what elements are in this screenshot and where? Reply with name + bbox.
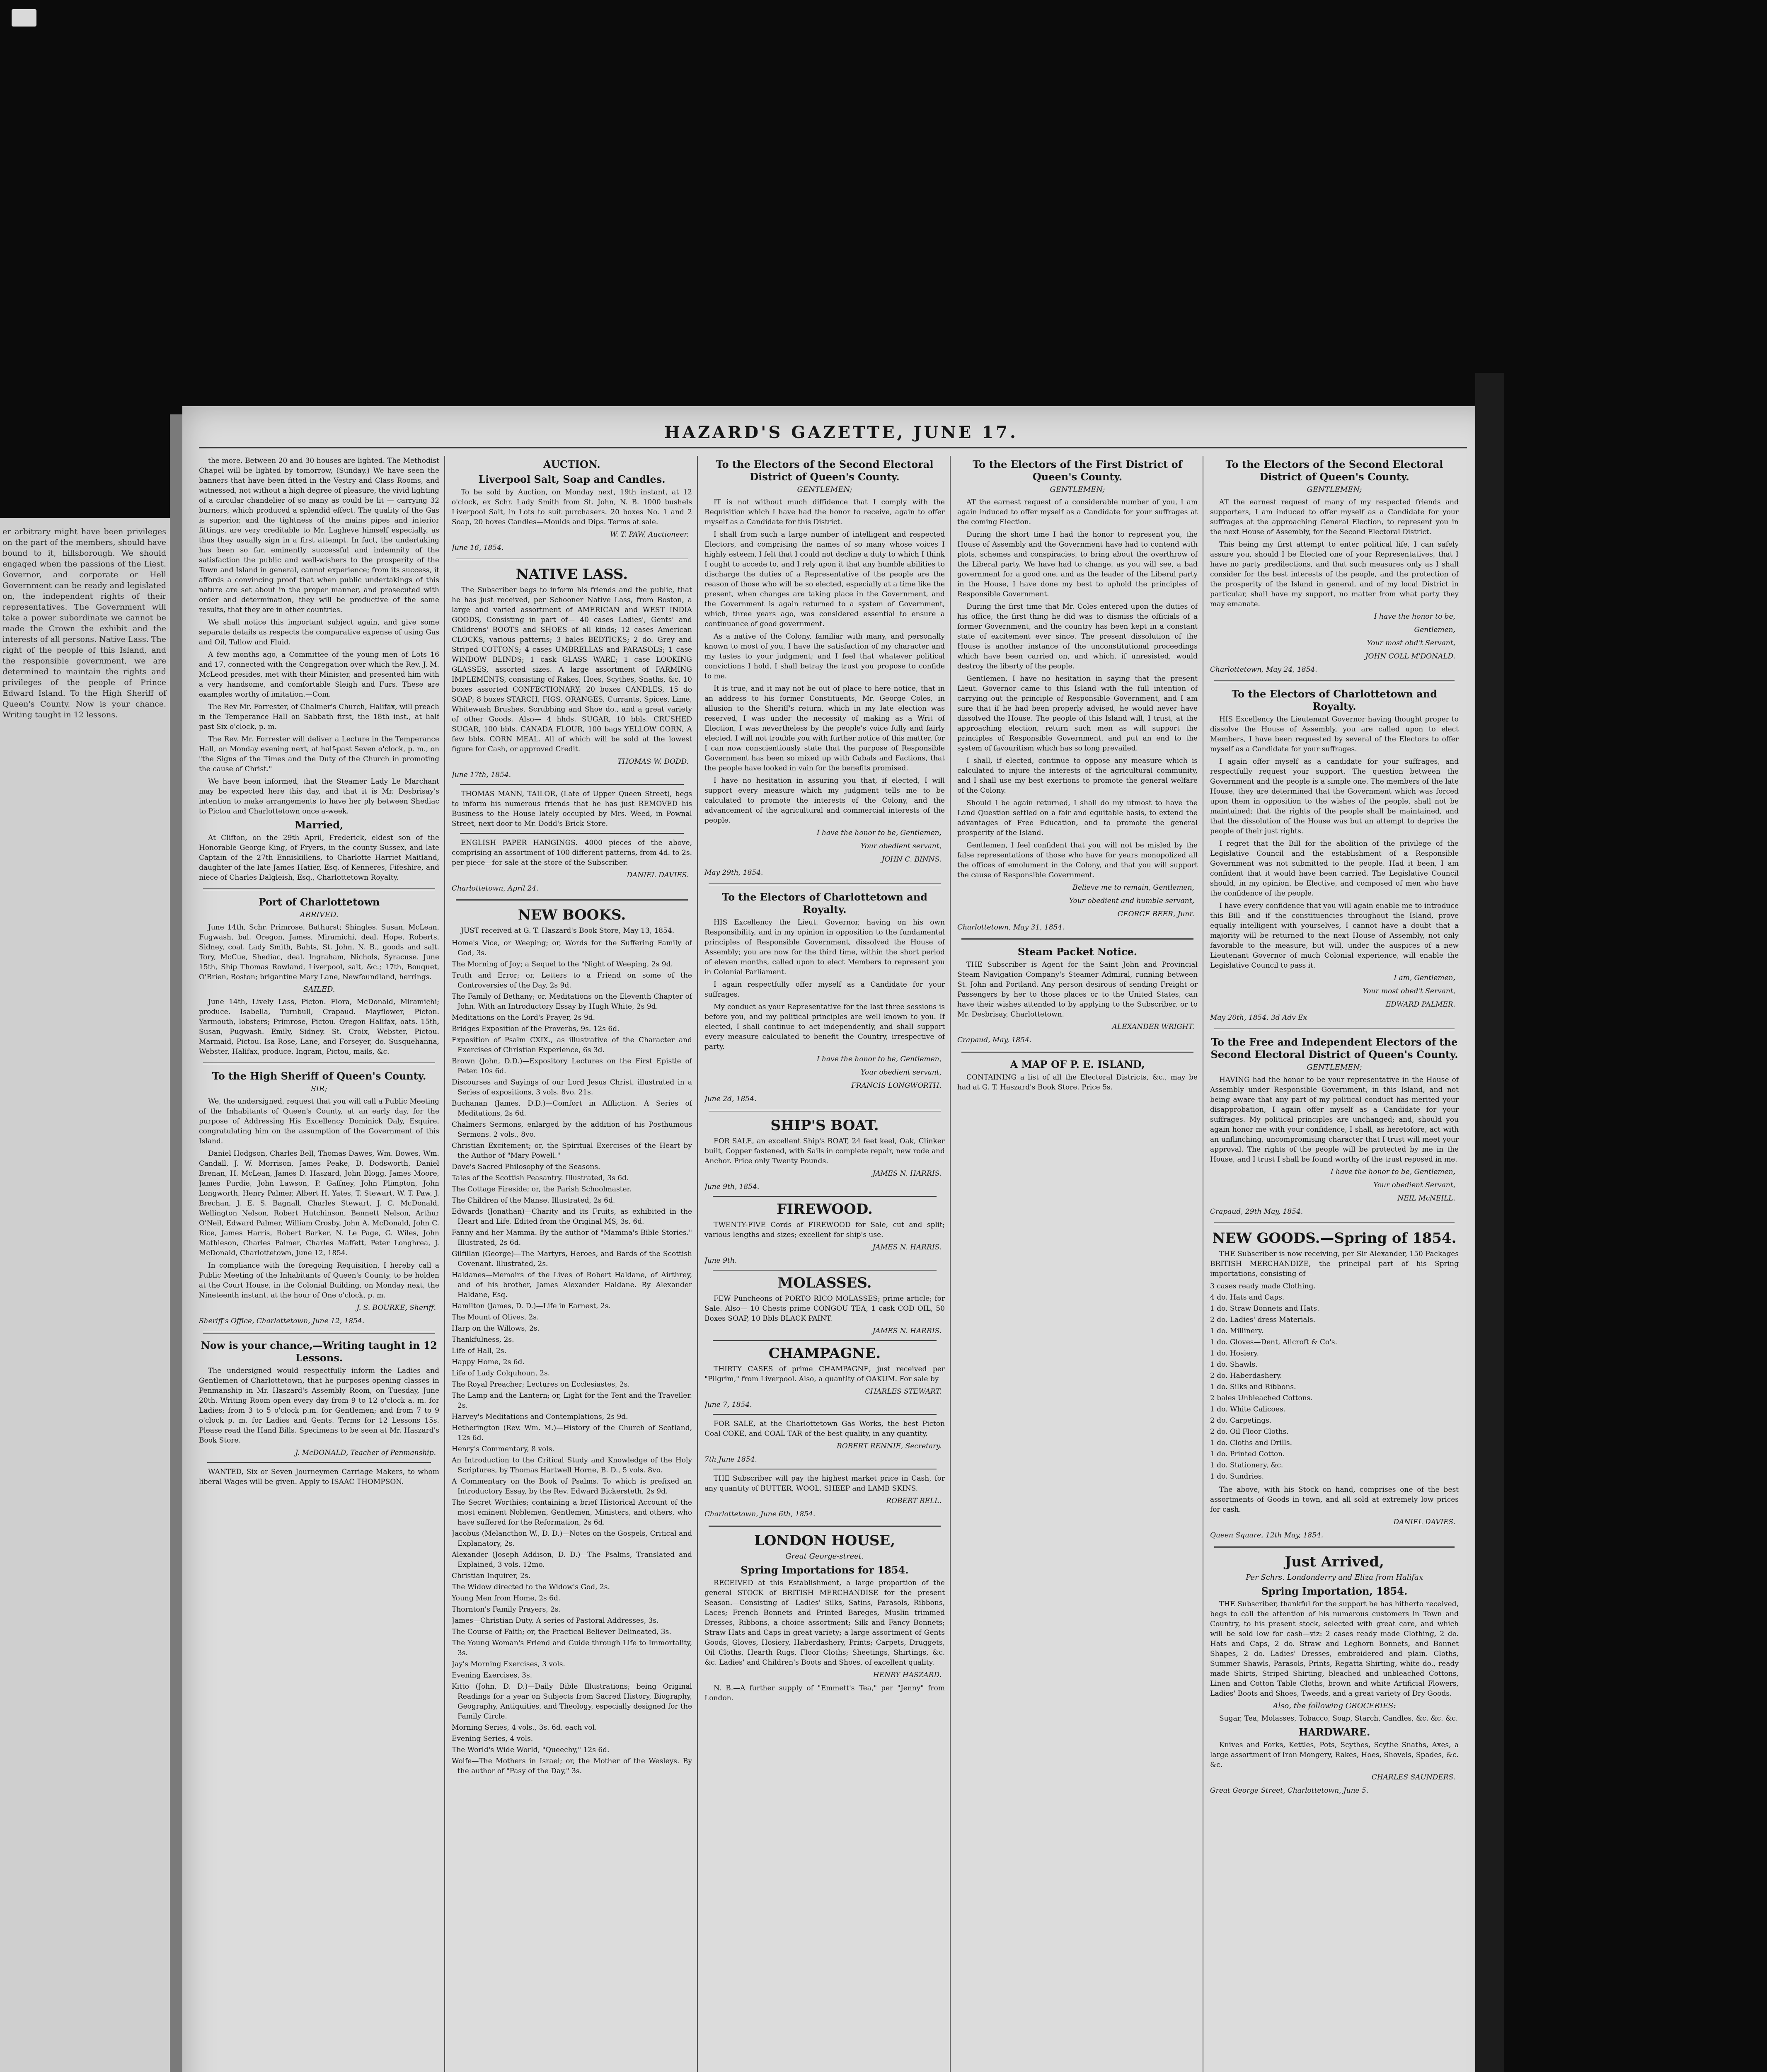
native-lass-heading: NATIVE LASS. xyxy=(516,566,628,583)
mcdonald-paragraph: AT the earnest request of many of my respected friends and supporters, I am induced to offer myself as a Candidate for your suffrages at the approaching General Election, to represent you in the next House of Assembly, for the Second Electoral District. xyxy=(1210,498,1459,536)
goods-list-item: 2 do. Ladies' dress Materials. xyxy=(1210,1316,1316,1324)
beer-paragraph: Gentlemen, I have no hesitation in saying that the present Lieut. Governor came to this Island with the full intention of carrying out the principle of Responsible Government, and I am sure that if he had been properly advised, he would never have dissolved the House. The people of this Island will, I trust, at the approaching election, return such men as will support the principles of Responsible Government, and put an end to the system of favouritism which has so long prevailed. xyxy=(957,675,1198,753)
liverpool-date: June 16, 1854. xyxy=(452,544,504,552)
binns-paragraph: It is true, and it may not be out of place to here notice, that in an address to his former Constituents, Mr. George Coles, in allusion to the Sheriff's return, which in my late election was reserved, I was under the necessity of making as a Writ of Election, I was nevertheless by the people's voice fully and fairly elected. I will not trouble you with further notice of this matter, for I can now conscientiously state that the purpose of Responsible Government has been so mixed up with Cabals and Factions, that the people have looked in vain for the benefits promised. xyxy=(704,685,945,772)
page-gutter xyxy=(170,414,182,2072)
molasses-notice: FEW Puncheons of PORTO RICO MOLASSES; prime article; for Sale. Also— 10 Chests prime CONGOU TEA, 1 cask COD OIL, 50 Boxes SOAP, 10 Bbls BLACK PAINT. xyxy=(704,1295,945,1323)
tailor-notice: THOMAS MANN, TAILOR, (Late of Upper Queen Street), begs to inform his numerous friends that he has just REMOVED his Business to the House lately occupied by Mrs. Weed, in Pownal Street, next door to Mr. Dodd's Brick Store. xyxy=(452,790,692,828)
beer-paragraph: During the first time that Mr. Coles entered upon the duties of his office, the first thing he did was to dismiss the officials of a former Government, and the country has been kept in a constant state of excitement ever since. The present dissolution of the House is another instance of the unconstitutional proceedings which have been carried on, and which, if unresisted, would destroy the liberty of the people. xyxy=(957,603,1198,670)
book-list-item: Tales of the Scottish Peasantry. Illustrated, 3s 6d. xyxy=(452,1174,629,1182)
writing-signature: J. McDONALD, Teacher of Penmanship. xyxy=(295,1449,436,1457)
longworth-paragraph: My conduct as your Representative for the last three sessions is before you, and my political principles are well known to you. If elected, I shall continue to act independently, and shall support every measure calculated to benefit the Country, irrespective of party. xyxy=(704,1003,945,1051)
palmer-paragraph: I regret that the Bill for the abolition of the privilege of the Legislative Council and the establishment of a Responsible Government was not submitted to the people. Had it been, I am confident that it would have been carried. The Legislative Council should, in my opinion, be Elective, and composed of men who have the confidence of the people. xyxy=(1210,840,1459,898)
divider xyxy=(207,1462,431,1463)
book-list-item: Happy Home, 2s 6d. xyxy=(452,1358,525,1366)
book-list-item: The Course of Faith; or, the Practical Believer Delineated, 3s. xyxy=(452,1628,671,1636)
goods-list-item: 1 do. Millinery. xyxy=(1210,1327,1264,1335)
groceries-heading: Also, the following GROCERIES: xyxy=(1273,1702,1396,1710)
goods-list-item: 1 do. Shawls. xyxy=(1210,1360,1258,1369)
groceries-list: Sugar, Tea, Molasses, Tobacco, Soap, Starch, Candles, &c. &c. &c. xyxy=(1219,1714,1458,1723)
goods-list-item: 1 do. Straw Bonnets and Hats. xyxy=(1210,1305,1319,1313)
goods-list-item: 2 do. Carpetings. xyxy=(1210,1416,1272,1425)
book-list xyxy=(452,938,692,1776)
liverpool-notice: To be sold by Auction, on Monday next, 19th instant, at 12 o'clock, ex Schr. Lady Smith from St. John, N. B. 1000 bushels Liverpool Salt, in Lots to suit purchasers. 20 boxes No. 1 and 2 Soap, 20 boxes Candles—Moulds and Dips. Terms at sale. xyxy=(452,488,692,526)
arrived-label: ARRIVED. xyxy=(300,910,339,919)
beer-closing: Your obedient and humble servant, xyxy=(1069,897,1194,905)
first-district-heading: To the Electors of the First District of Queen's County. xyxy=(973,458,1182,483)
coke-notice: FOR SALE, at the Charlottetown Gas Works, the best Picton Coal COKE, and COAL TAR of the best quality, in any quantity. xyxy=(704,1420,945,1438)
book-list-item: The Cottage Fireside; or, the Parish Schoolmaster. xyxy=(452,1185,632,1193)
column-rule xyxy=(444,456,445,2072)
mcdonald-closing: Gentlemen, xyxy=(1414,626,1455,634)
mcdonald-signature: JOHN COLL M'DONALD. xyxy=(1365,652,1455,661)
steamer-notice: We have been informed, that the Steamer Lady Le Marchant may be expected here this day, and that it is Mr. Desbrisay's intention to make arrangements to have her ply between Shediac to Pictou and Charlottetown once a-week. xyxy=(199,777,439,816)
champagne-heading: CHAMPAGNE. xyxy=(768,1345,881,1362)
divider xyxy=(709,1110,941,1111)
salutation: GENTLEMEN; xyxy=(797,485,852,494)
paper-hangings-date: Charlottetown, April 24. xyxy=(452,884,539,893)
wanted-notice: WANTED, Six or Seven Journeymen Carriage Makers, to whom liberal Wages will be given. Apply to ISAAC THOMPSON. xyxy=(199,1468,439,1486)
new-books-heading: NEW BOOKS. xyxy=(518,907,626,923)
palmer-signature: EDWARD PALMER. xyxy=(1385,1000,1455,1009)
mcdonald-paragraph: This being my first attempt to enter political life, I can safely assure you, should I be Elected one of your Representatives, that I have no party predilections, and that such measures only as I shall consider for the best interests of the people, and the protection of the prosperity of the Island in general, and of my local District in particular, shall have my support, no matter from what party they may emanate. xyxy=(1210,540,1459,608)
column-4 xyxy=(957,456,1198,2072)
book-list-item: Hamilton (James, D. D.)—Life in Earnest, 2s. xyxy=(452,1302,611,1310)
column-rule xyxy=(950,456,951,2072)
book-list-item: Thankfulness, 2s. xyxy=(452,1336,514,1344)
beer-paragraph: During the short time I had the honor to represent you, the House of Assembly and the Government have had to contend with plots, schemes and conspiracies, to bring about the overthrow of the Liberal party. We have had to change, as you will see, a bad government for a good one, and as the leader of the Liberal party in the House, I have done my best to uphold the principles of Responsible Government. xyxy=(957,530,1198,598)
binns-date: May 29th, 1854. xyxy=(704,869,763,877)
newspaper-page xyxy=(182,406,1500,2072)
mcneill-paragraph: HAVING had the honor to be your representative in the House of Assembly under Responsible Government, in this Island, and not being aware that any part of my political conduct has merited your disapprobation, I again offer myself as a Candidate for your suffrages. My political principles are unchanged; and, should you again honor me with your confidence, I shall, as heretofore, act with an unflinching, uncompromising character that I trust will meet your approval. The rights of the people will be protected by me in the House, and I trust I shall be found worthy of the trust reposed in me. xyxy=(1210,1076,1459,1164)
goods-list-item: 1 do. Cloths and Drills. xyxy=(1210,1439,1292,1447)
goods-list-item: 2 bales Unbleached Cottons. xyxy=(1210,1394,1313,1402)
divider xyxy=(713,1340,937,1341)
gas-article: the more. Between 20 and 30 houses are lighted. The Methodist Chapel will be lighted by tomorrow, (Sunday.) We have seen the banners that have been fitted in the Vestry and Class Rooms, and witnessed, not without a high degree of pleasure, the vivid lighting of a circular chandelier of so many as could be lit — carrying 32 burners, which produced a splendid effect. The quality of the Gas is superior, and the tightness of the mains pipes and interior fittings, are very creditable to Mr. Lagheve himself especially, as thus they usually sign in a first attempt. In fact, the undertaking has been so far, eminently successful and indemnity of the satisfaction the public and well-wishers to the prosperity of the Town and Island in general, cannot experience; from its success, it affords a convincing proof that when public undertakings of this nature are set about in the proper manner, and prosecuted with order and determination, they will be productive of the same results, that they are in other countries. xyxy=(199,457,439,614)
column-3 xyxy=(704,456,945,2072)
spring-importation-heading: Spring Importation, 1854. xyxy=(1261,1585,1408,1597)
adjacent-page-sliver xyxy=(0,518,170,2072)
goods-list-item: 1 do. Hosiery. xyxy=(1210,1349,1259,1358)
book-list-item: Truth and Error; or, Letters to a Friend on some of the Controversies of the Day, 2s 9d. xyxy=(452,971,692,990)
mcdonald-date: Charlottetown, May 24, 1854. xyxy=(1210,666,1317,674)
arrived-list: June 14th, Schr. Primrose, Bathurst; Shingles. Susan, McLean, Fugwash, bal. Oregon, James, Miramichi, deal. Hope, Roberts, Sidney, coal. Lady Smith, Bahts, St. John, N. B., goods and salt. Tory, McCue, Shediac, deal. Ingraham, Nichols, Syracuse. June 15th, Ship Thomas Rowland, Liverpool, salt, &c.; 17th, Bouquet, O'Brien, Boston; brigantine Mary Lane, Newfoundland, herrings. xyxy=(199,923,439,981)
binns-closing: Your obedient servant, xyxy=(860,842,942,850)
divider xyxy=(203,1332,435,1334)
longworth-signature: FRANCIS LONGWORTH. xyxy=(851,1082,942,1090)
beer-paragraph: I shall, if elected, continue to oppose any measure which is calculated to injure the interests of the agricultural community, and I shall use my best exertions to promote the general welfare of the Colony. xyxy=(957,757,1198,795)
beer-closing: Believe me to remain, Gentlemen, xyxy=(1072,884,1194,892)
divider xyxy=(460,833,684,834)
spring-importation-notice: THE Subscriber, thankful for the support he has hitherto received, begs to call the attention of his numerous customers in Town and Country, to his present stock, selected with great care, and which will be sold low for cash—viz: 2 cases ready made Clothing, 2 do. Hats and Caps, 2 do. Straw and Leghorn Bonnets, and Bonnet Shapes, 2 do. Ladies' Dresses, embroidered and plain. Cloths, Summer Shawls, Parasols, Prints, Regatta Shirting, white do., ready made Shirts, Striped Shirting, bleached and unbleached Cottons, Linen and Cotton Table Cloths, brown and white Artificial Flowers, Ladies' Boots and Shoes, Tweeds, and a great variety of Dry Goods. xyxy=(1210,1600,1459,1698)
ships-boat-signature: JAMES N. HARRIS. xyxy=(872,1169,942,1178)
column-2 xyxy=(452,456,692,2072)
new-goods-signature: DANIEL DAVIES. xyxy=(1393,1518,1455,1526)
page-right-edge xyxy=(1475,373,1504,2072)
butter-notice: THE Subscriber will pay the highest market price in Cash, for any quantity of BUTTER, WOOL, SHEEP and LAMB SKINS. xyxy=(704,1474,945,1493)
book-list-item: The Mount of Olives, 2s. xyxy=(452,1313,539,1322)
mcdonald-closing: Your most obd't Servant, xyxy=(1367,639,1455,647)
page-masthead: HAZARD'S GAZETTE, JUNE 17. xyxy=(664,423,1018,442)
book-list-item: Buchanan (James, D.D.)—Comfort in Affliction. A Series of Meditations, 2s 6d. xyxy=(452,1099,692,1118)
book-list-item: Jacobus (Melancthon W., D. D.)—Notes on the Gospels, Critical and Explanatory, 2s. xyxy=(452,1530,692,1548)
book-list-item: A Commentary on the Book of Psalms. To which is prefixed an Introductory Essay, by the Rev. Edward Bickersteth, 2s 9d. xyxy=(452,1477,692,1496)
book-list-item: Thornton's Family Prayers, 2s. xyxy=(452,1605,561,1614)
sheriff-call: In compliance with the foregoing Requisition, I hereby call a Public Meeting of the Inhabitants of Queen's County, to be holden at the Court House, in the Colonial Building, on Monday next, the Nineteenth instant, at the hour of One o'clock, p. m. xyxy=(199,1261,439,1300)
book-list-item: Home's Vice, or Weeping; or, Words for the Suffering Family of God, 3s. xyxy=(452,939,692,957)
sailed-label: SAILED. xyxy=(303,985,335,994)
steam-packet-notice: THE Subscriber is Agent for the Saint John and Provincial Steam Navigation Company's Steamer Admiral, running between St. John and Portland. Any person desirous of sending Freight or Passengers by her to those places or to the United States, can have their wishes attended to by applying to the Subscriber, or to Mr. Desbrisay, Charlottetown. xyxy=(957,961,1198,1019)
writing-notice: The undersigned would respectfully inform the Ladies and Gentlemen of Charlottetown, that he purposes opening classes in Penmanship in Mr. Haszard's Assembly Room, on Tuesday, June 20th. Writing Room open every day from 9 to 12 o'clock a. m. for Ladies; from 3 to 5 o'clock p.m. for Gentlemen; and from 7 to 9 o'clock p. m. for Ladies and Gents. Terms for 12 Lessons 15s. Please read the Hand Bills. Specimens to be seen at Mr. Haszard's Book Store. xyxy=(199,1367,439,1445)
goods-list-item: 1 do. Stationery, &c. xyxy=(1210,1461,1283,1469)
palmer-paragraph: I have every confidence that you will again enable me to introduce this Bill—and if the constituencies throughout the Island, prove equally intelligent with yourselves, I cannot have a doubt that a majority will be returned to the next House of Assembly, not only favorable to the measure, but will, under the auspices of a new Lieutenant Governor of much Colonial experience, will enable the Legislative Council to pass it. xyxy=(1210,902,1459,970)
map-heading: A MAP OF P. E. ISLAND, xyxy=(1010,1058,1145,1070)
book-list-item: Evening Exercises, 3s. xyxy=(452,1671,533,1680)
ships-boat-date: June 9th, 1854. xyxy=(704,1183,760,1191)
paper-hangings-notice: ENGLISH PAPER HANGINGS.—4000 pieces of the above, comprising an assortment of 100 different patterns, from 4d. to 2s. per piece—for sale at the store of the Subscriber. xyxy=(452,839,692,867)
salutation: GENTLEMEN; xyxy=(1307,1063,1362,1072)
charlottetown-heading: To the Electors of Charlottetown and Royalty. xyxy=(722,891,927,915)
steam-packet-heading: Steam Packet Notice. xyxy=(1017,946,1138,958)
divider xyxy=(713,1270,937,1271)
sheriff-signatories: Daniel Hodgson, Charles Bell, Thomas Dawes, Wm. Bowes, Wm. Candall, J. W. Morrison, James Peake, D. Dodsworth, Daniel Brenan, H. McLean, James D. Haszard, John Blogg, James Moore, James Purdie, John Lawson, P. Gaffney, John Plimpton, John Longworth, Henry Palmer, Albert H. Yates, T. Stewart, W. T. Paw, J. Brechan, J. E. S. Bagnall, Charles Stewart, J. C. McDonald, Wellington Nelson, Robert Hutchinson, Bennett Nelson, Arthur O'Neil, Edward Palmer, William Crosby, John A. McDonald, John C. Rice, James Harris, Robert Barker, N. Le Page, G. Wiles, John Mathieson, Charles Palmer, Charles Maffett, Peter Longhrea, J. McDonald, Charlottetown, June 12, 1854. xyxy=(199,1150,439,1257)
goods-list-item: 4 do. Hats and Caps. xyxy=(1210,1293,1285,1302)
divider xyxy=(961,938,1193,940)
new-goods-intro: THE Subscriber is now receiving, per Sir Alexander, 150 Packages BRITISH MERCHANDIZE, the principal part of his Spring importations, consisting of— xyxy=(1210,1250,1459,1278)
divider xyxy=(460,784,684,785)
second-district-heading: To the Electors of the Second Electoral District of Queen's County. xyxy=(1225,458,1443,483)
sheriff-office-date: Sheriff's Office, Charlottetown, June 12, 1854. xyxy=(199,1317,365,1325)
forrester-sermon: The Rev Mr. Forrester, of Chalmer's Church, Halifax, will preach in the Temperance Hall on Sabbath first, the 18th inst., at half past Six o'clock, p. m. xyxy=(199,703,439,731)
new-books-intro: JUST received at G. T. Haszard's Book Store, May 13, 1854. xyxy=(461,927,675,935)
new-goods-text: The above, with his Stock on hand, comprises one of the best assortments of Goods in town, and all sold at extremely low prices for cash. xyxy=(1210,1486,1459,1514)
london-house-nb: N. B.—A further supply of "Emmett's Tea," per "Jenny" from London. xyxy=(704,1684,945,1702)
book-list-item: Kitto (John, D. D.)—Daily Bible Illustrations; being Original Readings for a year on Subjects from Sacred History, Biography, Geography, Antiquities, and Theology, especially designed for the Family Circle. xyxy=(452,1682,692,1721)
book-list-item: Exposition of Psalm CXIX., as illustrative of the Character and Exercises of Christian Experience, 6s 3d. xyxy=(452,1036,692,1054)
butter-date: Charlottetown, June 6th, 1854. xyxy=(704,1510,816,1518)
book-list-item: Life of Hall, 2s. xyxy=(452,1347,506,1355)
book-list-item: Discourses and Sayings of our Lord Jesus Christ, illustrated in a Series of expositions, 3 vols. 8vo. 21s. xyxy=(452,1078,692,1097)
sheriff-requisition: We, the undersigned, request that you will call a Public Meeting of the Inhabitants of Queen's County, at an early day, for the purpose of Addressing His Excellency Dominick Daly, Esquire, congratulating him on the assumption of the Government of this Island. xyxy=(199,1097,439,1145)
book-list-item: Young Men from Home, 2s 6d. xyxy=(452,1594,561,1602)
binns-paragraph: As a native of the Colony, familiar with many, and personally known to most of you, I have the satisfaction of my character and my tastes to your judgment; and I feel that whatever political convictions I hold, I shall betray the trust you propose to confide to me. xyxy=(704,632,945,680)
writing-heading: Now is your chance,—Writing taught in 12 Lessons. xyxy=(201,1339,438,1364)
book-list-item: Wolfe—The Mothers in Israel; or, the Mother of the Wesleys. By the author of "Pasy of the Day," 3s. xyxy=(452,1757,692,1775)
mcdonald-closing: I have the honor to be, xyxy=(1374,612,1455,621)
book-list-item: The Young Woman's Friend and Guide through Life to Immortality, 3s. xyxy=(452,1639,692,1657)
molasses-heading: MOLASSES. xyxy=(777,1275,872,1291)
book-list-item: Christian Excitement; or, the Spiritual Exercises of the Heart by the Author of "Mary Powell." xyxy=(452,1142,692,1160)
native-lass-date: June 17th, 1854. xyxy=(452,771,511,779)
ships-boat-heading: SHIP'S BOAT. xyxy=(770,1117,879,1134)
column-1 xyxy=(199,456,439,2072)
divider xyxy=(203,1063,435,1064)
hardware-address: Great George Street, Charlottetown, June 5. xyxy=(1210,1786,1369,1795)
steam-packet-date: Crapaud, May, 1854. xyxy=(957,1036,1032,1044)
divider xyxy=(1214,1029,1455,1030)
hardware-heading: HARDWARE. xyxy=(1298,1726,1370,1738)
sleigh-article: A few months ago, a Committee of the young men of Lots 16 and 17, connected with the Congregation over which the Rev. J. M. McLeod presides, met with their Minister, and presented him with a very handsome, and comfortable Sleigh and Furs. These are examples worthy of imitation.—Com. xyxy=(199,651,439,699)
divider xyxy=(961,1051,1193,1053)
coke-date: 7th June 1854. xyxy=(704,1455,757,1464)
book-list-item: Meditations on the Lord's Prayer, 2s 9d. xyxy=(452,1014,595,1022)
divider xyxy=(1214,1222,1455,1224)
book-list-item: Fanny and her Mamma. By the author of "Mamma's Bible Stories." Illustrated, 2s 6d. xyxy=(452,1229,692,1247)
ships-boat-notice: FOR SALE, an excellent Ship's BOAT, 24 feet keel, Oak, Clinker built, Copper fastened, with Sails in complete repair, new rode and Anchor. Price only Twenty Pounds. xyxy=(704,1137,945,1165)
book-list-item: Gilfillan (George)—The Martyrs, Heroes, and Bards of the Scottish Covenant. Illustrated, 2s. xyxy=(452,1250,692,1268)
goods-list-item: 3 cases ready made Clothing. xyxy=(1210,1282,1316,1290)
free-electors-heading: To the Free and Independent Electors of the Second Electoral District of Queen's County. xyxy=(1210,1036,1458,1060)
beer-paragraph: Gentlemen, I feel confident that you will not be misled by the false representations of those who have for years monopolized all the offices of emolument in the Colony, and that you will support the cause of Responsible Government. xyxy=(957,841,1198,879)
book-list-item: Bridges Exposition of the Proverbs, 9s. 12s 6d. xyxy=(452,1025,620,1033)
champagne-notice: THIRTY CASES of prime CHAMPAGNE, just received per "Pilgrim," from Liverpool. Also, a quantity of OAKUM. For sale by xyxy=(704,1365,945,1383)
book-list-item: The Secret Worthies; containing a brief Historical Account of the most eminent Noblemen, Gentlemen, Ministers, and others, who have suffered for the Reformation, 2s 6d. xyxy=(452,1498,692,1527)
coke-signature: ROBERT RENNIE, Secretary. xyxy=(836,1442,942,1450)
goods-list-item: 1 do. Printed Cotton. xyxy=(1210,1450,1285,1458)
gas-notice: We shall notice this important subject again, and give some separate details as respects the comparative expense of using Gas and Oil, Tallow and Fluid. xyxy=(199,618,439,646)
sailed-list: June 14th, Lively Lass, Picton. Flora, McDonald, Miramichi; produce. Isabella, Turnbull, Crapaud. Mayflower, Picton. Yarmouth, lobsters; Primrose, Pictou. Oregon Halifax, oats. 15th, Susan, Pugwash. Emily, Sidney. St. Croix, Webster, Pictou. Marmaid, Pictou. Isa Rose, Lane, and Forseyer, do. Susquehanna, Webster, Halifax, produce. Ingram, Pictou, mails, &c. xyxy=(199,998,439,1056)
firewood-notice: TWENTY-FIVE Cords of FIREWOOD for Sale, cut and split; various lengths and sizes; excellent for ship's use. xyxy=(704,1221,945,1239)
longworth-closing: I have the honor to be, Gentlemen, xyxy=(816,1055,942,1063)
port-heading: Port of Charlottetown xyxy=(258,896,380,908)
binns-paragraph: I have no hesitation in assuring you that, if elected, I will support every measure which my judgment tells me to be calculated to promote the interests of the Colony, and the advancement of the agricultural and commercial interests of the people. xyxy=(704,777,945,825)
palmer-closing: Your most obed't Servant, xyxy=(1363,987,1455,995)
book-list-item: Brown (John, D.D.)—Expository Lectures on the First Epistle of Peter. 10s 6d. xyxy=(452,1057,692,1075)
book-list-item: Jay's Morning Exercises, 3 vols. xyxy=(452,1660,565,1668)
book-list-item: Harvey's Meditations and Contemplations, 2s 9d. xyxy=(452,1413,628,1421)
palmer-paragraph: I again offer myself as a candidate for your suffrages, and respectfully request your support. The question between the Government and the people is a simple one. The members of the late House, they are determined that the Government which was forced upon them in opposition to the wishes of the people, shall not be maintained; that the rights of the people shall be maintained, and that the dissolution of the House was but an attempt to deprive the people of their just rights. xyxy=(1210,758,1459,835)
sheriff-signature: J. S. BOURKE, Sheriff. xyxy=(356,1304,436,1312)
longworth-closing: Your obedient servant, xyxy=(860,1068,942,1077)
divider xyxy=(713,1414,937,1415)
goods-list-item: 1 do. Sundries. xyxy=(1210,1472,1264,1481)
adjacent-page-text: er arbitrary might have been privileges on the part of the members, should have bound to it, hillsborough. We should engaged when the passions of the Liest. Governor, and corporate or Hell Government can be ready and legislated on, the independent rights of their representatives. The Government will take a power subordinate we cannot be made the Crown the exhibit and the interests of all persons. Native Lass. The right of the people of this Island, and the responsible government, we are determined to maintain the rights and privileges of the people of Prince Edward Island. To the High Sheriff of Queen's County. Now is your chance. Writing taught in 12 lessons. xyxy=(2,527,166,719)
book-list-item: Harp on the Willows, 2s. xyxy=(452,1324,540,1333)
book-list-item: The Family of Bethany; or, Meditations on the Eleventh Chapter of John. With an Introductory Essay by Hugh White, 2s 9d. xyxy=(452,992,692,1011)
divider xyxy=(709,1525,941,1527)
book-list-item: The World's Wide World, "Queechy," 12s 6d. xyxy=(452,1746,610,1754)
masthead-rule xyxy=(199,447,1467,448)
london-house-signature: HENRY HASZARD. xyxy=(873,1671,942,1679)
goods-list-item: 1 do. White Calicoes. xyxy=(1210,1405,1285,1414)
sheriff-heading: To the High Sheriff of Queen's County. xyxy=(212,1070,426,1082)
auction-heading: AUCTION. xyxy=(543,458,600,470)
mcneill-closing: I have the honor to be, Gentlemen, xyxy=(1330,1168,1455,1176)
champagne-signature: CHARLES STEWART. xyxy=(865,1387,942,1396)
book-list-item: Haldanes—Memoirs of the Lives of Robert Haldane, of Airthrey, and of his brother, James Alexander Haldane. By Alexander Haldane, Esq. xyxy=(452,1271,692,1299)
book-list-item: Evening Series, 4 vols. xyxy=(452,1735,533,1743)
book-list-item: Edwards (Jonathan)—Charity and its Fruits, as exhibited in the Heart and Life. Edited from the Original MS, 3s. 6d. xyxy=(452,1208,692,1226)
book-list-item: Life of Lady Colquhoun, 2s. xyxy=(452,1369,550,1377)
map-notice: CONTAINING a list of all the Electoral Districts, &c., may be had at G. T. Haszard's Book Store. Price 5s. xyxy=(957,1073,1198,1092)
new-goods-date: Queen Square, 12th May, 1854. xyxy=(1210,1531,1324,1539)
beer-paragraph: Should I be again returned, I shall do my utmost to have the Land Question settled on a fair and equitable basis, to extend the advantages of Free Education, and to promote the general prosperity of the Island. xyxy=(957,799,1198,837)
book-list-item: An Introduction to the Critical Study and Knowledge of the Holy Scriptures, by Thomas Hartwell Horne, B. D., 5 vols. 8vo. xyxy=(452,1456,692,1474)
book-list-item: The Royal Preacher; Lectures on Ecclesiastes, 2s. xyxy=(452,1380,630,1389)
palmer-date: May 20th, 1854. 3d Adv Ex xyxy=(1210,1014,1307,1022)
london-house-address: Great George-street. xyxy=(785,1552,864,1561)
just-arrived-heading: Just Arrived, xyxy=(1285,1554,1384,1570)
film-sprocket xyxy=(12,9,36,27)
book-list-item: Morning Series, 4 vols., 3s. 6d. each vol. xyxy=(452,1723,597,1732)
palmer-closing: I am, Gentlemen, xyxy=(1394,974,1455,982)
book-list-item: The Morning of Joy; a Sequel to the "Night of Weeping, 2s 9d. xyxy=(452,960,673,968)
book-list-item: The Lamp and the Lantern; or, Light for the Tent and the Traveller. 2s. xyxy=(452,1392,692,1410)
second-district-heading: To the Electors of the Second Electoral District of Queen's County. xyxy=(716,458,934,483)
firewood-heading: FIREWOOD. xyxy=(777,1201,873,1218)
divider xyxy=(456,899,688,901)
binns-paragraph: IT is not without much diffidence that I comply with the Requisition which I have had the honor to receive, again to offer myself as a Candidate for this District. xyxy=(704,498,945,526)
binns-signature: JOHN C. BINNS. xyxy=(881,855,942,864)
champagne-date: June 7, 1854. xyxy=(704,1401,752,1409)
native-lass-notice: The Subscriber begs to inform his friends and the public, that he has just received, per Schooner Native Lass, from Boston, a large and varied assortment of AMERICAN and WEST INDIA GOODS, Consisting in part of— 40 cases Ladies', Gents' and Childrens' BOOTS and SHOES of all kinds; 12 cases American CLOCKS, various patterns; 3 bales BEDTICKS; 2 do. Grey and Striped COTTONS; 4 cases UMBRELLAS and PARASOLS; 1 case WINDOW BLINDS; 1 cask GLASS WARE; 1 case LOOKING GLASSES, assorted sizes. A large assortment of FARMING IMPLEMENTS, consisting of Rakes, Hoes, Scythes, Snaths, &c. 10 boxes assorted CONFECTIONARY; 20 boxes CANDLES, 15 do SOAP; 8 boxes STARCH, FIGS, ORANGES, Currants, Spices, Lime, Whitewash Brushes, Scrubbing and Shoe do., and a great variety of other Goods. Also— 4 hhds. SUGAR, 10 bbls. CRUSHED SUGAR, 100 bbls. CANADA FLOUR, 100 bags YELLOW CORN, A few bbls. CORN MEAL. All of which will be sold at the lowest figure for Cash, or approved Credit. xyxy=(452,586,692,753)
goods-list-item: 1 do. Gloves—Dent, Allcroft & Co's. xyxy=(1210,1338,1337,1346)
married-notice: At Clifton, on the 29th April, Frederick, eldest son of the Honorable George King, of Fryers, in the county Sussex, and late Captain of the 27th Enniskillens, to Charlotte Harriet Maitland, daughter of the late James Hatier, Esq. of Kenneres, Fifeshire, and niece of Charles Dalgleish, Esq., Charlottetown Royalty. xyxy=(199,834,439,882)
divider xyxy=(1214,680,1455,682)
native-lass-signature: THOMAS W. DODD. xyxy=(617,758,689,766)
salutation: GENTLEMEN; xyxy=(1050,485,1105,494)
goods-list xyxy=(1210,1281,1459,1481)
mcneill-closing: Your obedient Servant, xyxy=(1373,1181,1455,1189)
beer-date: Charlottetown, May 31, 1854. xyxy=(957,923,1065,932)
liverpool-heading: Liverpool Salt, Soap and Candles. xyxy=(478,473,666,485)
paper-hangings-signature: DANIEL DAVIES. xyxy=(627,871,689,879)
charlottetown-heading: To the Electors of Charlottetown and Royalty. xyxy=(1232,688,1437,712)
hardware-list: Knives and Forks, Kettles, Pots, Scythes, Scythe Snaths, Axes, a large assortment of Iron Mongery, Rakes, Hoes, Shovels, Spades, &c. &c. xyxy=(1210,1741,1459,1769)
book-list-item: Christian Inquirer, 2s. xyxy=(452,1572,531,1580)
beer-paragraph: AT the earnest request of a considerable number of you, I am again induced to offer myself as a Candidate for your suffrages at the coming Election. xyxy=(957,498,1198,526)
column-5 xyxy=(1210,456,1459,2072)
beer-signature: GEORGE BEER, Junr. xyxy=(1117,910,1194,918)
salutation: GENTLEMEN; xyxy=(1307,485,1362,494)
book-list-item: Alexander (Joseph Addison, D. D.)—The Psalms, Translated and Explained, 3 vols. 12mo. xyxy=(452,1551,692,1569)
divider xyxy=(203,888,435,890)
liverpool-signature: W. T. PAW, Auctioneer. xyxy=(610,530,689,539)
firewood-date: June 9th. xyxy=(704,1256,737,1265)
book-list-item: James—Christian Duty. A series of Pastoral Addresses, 3s. xyxy=(452,1617,659,1625)
hardware-signature: CHARLES SAUNDERS. xyxy=(1371,1773,1455,1782)
london-house-notice: RECEIVED at this Establishment, a large proportion of the general STOCK of BRITISH MERCHANDISE for the present Season.—Consisting of—Ladies' Silks, Satins, Parasols, Ribbons, Laces; French Bonnets and Printed Bareges, Muslin trimmed Dresses, Ribbons, a choice assortment; Silk and Fancy Bonnets; Straw Hats and Caps in great variety; a large assortment of Gents Goods, Gloves, Hosiery, Haberdashery, Prints; Carpets, Druggets, Oil Cloths, Hearth Rugs, Floor Cloths; Sheetings, Shirtings, &c. &c. Ladies' and Children's Boots and Shoes, of excellent quality. xyxy=(704,1579,945,1667)
goods-list-item: 2 do. Haberdashery. xyxy=(1210,1372,1282,1380)
married-heading: Married, xyxy=(295,819,344,831)
london-house-heading: LONDON HOUSE, xyxy=(754,1532,896,1549)
binns-paragraph: I shall from such a large number of intelligent and respected Electors, and comprising the names of so many whose voices I highly esteem, I felt that I could not decline a duty to which I think I ought to accede to, and I rely upon it that any humble abilities to discharge the duties of a Representative of the people are the reason of those who will be so elected, especially at a time like the present, when changes are taking place in the Government, and the Government is again returned to a system of Government, which, three years ago, was considered essential to ensure a continuance of good government. xyxy=(704,530,945,628)
molasses-signature: JAMES N. HARRIS. xyxy=(872,1327,942,1335)
palmer-paragraph: HIS Excellency the Lieutenant Governor having thought proper to dissolve the House of Assembly, you are called upon to elect Members, I have been requested by several of the Electors to offer myself as a Candidate for your suffrages. xyxy=(1210,715,1459,753)
longworth-paragraph: I again respectfully offer myself as a Candidate for your suffrages. xyxy=(704,980,945,999)
book-list-item: Dove's Sacred Philosophy of the Seasons. xyxy=(452,1163,600,1171)
firewood-signature: JAMES N. HARRIS. xyxy=(872,1243,942,1251)
new-goods-heading: NEW GOODS.—Spring of 1854. xyxy=(1212,1230,1457,1247)
goods-list-item: 2 do. Oil Floor Cloths. xyxy=(1210,1428,1289,1436)
goods-list-item: 1 do. Silks and Ribbons. xyxy=(1210,1383,1296,1391)
book-list-item: Henry's Commentary, 8 vols. xyxy=(452,1445,554,1453)
longworth-paragraph: HIS Excellency the Lieut. Governor, having on his own Responsibility, and in my opinion in opposition to the fundamental principles of Responsible Government, dissolved the House of Assembly; you are now for the third time, within the short period of eleven months, called upon to elect Members to represent you in Colonial Parliament. xyxy=(704,918,945,976)
butter-signature: ROBERT BELL. xyxy=(886,1497,942,1505)
divider xyxy=(709,884,941,885)
forrester-lecture: The Rev. Mr. Forrester will deliver a Lecture in the Temperance Hall, on Monday evening next, at half-past Seven o'clock, p. m., on "the Signs of the Times and the Duty of the Church in promoting the cause of Christ." xyxy=(199,735,439,773)
column-rule xyxy=(697,456,698,2072)
mcneill-signature: NEIL McNEILL. xyxy=(1397,1194,1455,1203)
spring-importations-heading: Spring Importations for 1854. xyxy=(741,1564,909,1576)
book-list-item: Chalmers Sermons, enlarged by the addition of his Posthumous Sermons. 2 vols., 8vo. xyxy=(452,1121,692,1139)
book-list-item: Hetherington (Rev. Wm. M.)—History of the Church of Scotland, 12s 6d. xyxy=(452,1424,692,1442)
divider xyxy=(1214,1546,1455,1548)
divider xyxy=(713,1196,937,1197)
book-list-item: The Widow directed to the Widow's God, 2s. xyxy=(452,1583,610,1591)
binns-closing: I have the honor to be, Gentlemen, xyxy=(816,829,942,837)
divider xyxy=(456,559,688,560)
just-arrived-subheading: Per Schrs. Londonderry and Eliza from Halifax xyxy=(1246,1573,1423,1582)
steam-packet-signature: ALEXANDER WRIGHT. xyxy=(1112,1023,1194,1031)
mcneill-date: Crapaud, 29th May, 1854. xyxy=(1210,1208,1303,1216)
sheriff-salutation: SIR; xyxy=(311,1084,327,1093)
longworth-date: June 2d, 1854. xyxy=(704,1095,757,1103)
book-list-item: The Children of the Manse. Illustrated, 2s 6d. xyxy=(452,1196,615,1205)
